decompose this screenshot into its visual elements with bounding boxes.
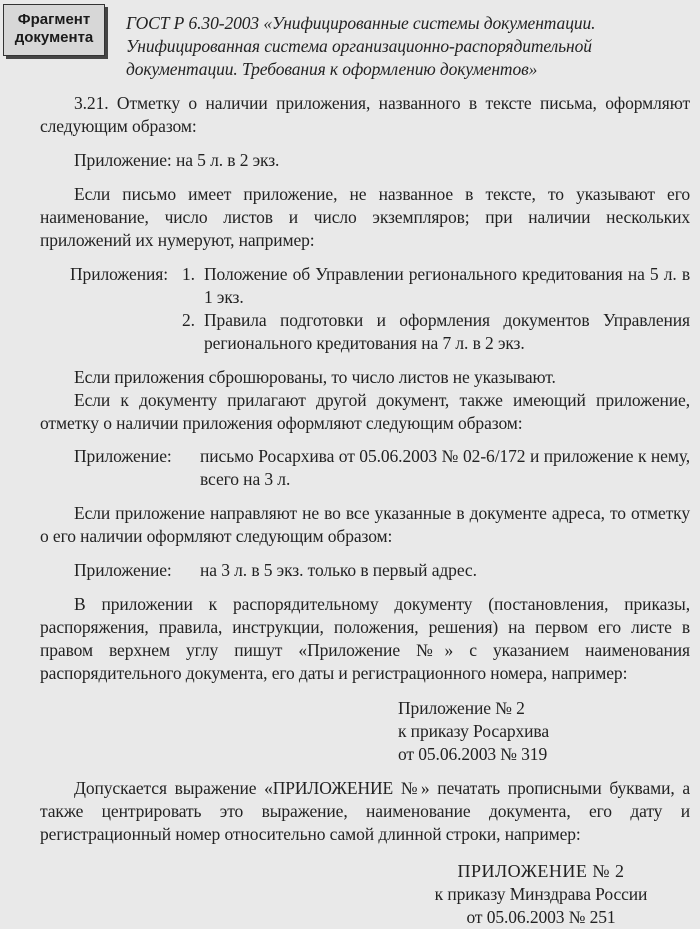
example-centered-block <box>40 860 690 929</box>
centered-block-line-3: от 05.06.2003 № 251 <box>466 907 616 927</box>
example-numbered-attachments <box>70 263 690 355</box>
right-block-line-1: Приложение № 2 <box>398 698 525 718</box>
attachments-label: Приложения: <box>70 264 168 284</box>
paragraph-administrative-document: В приложении к распорядительному документу (постановления, приказы, распоряжения, правила, инструкции, положения, решения) на первом его листе в правом верхнем углу пишут «Приложение №» с указанием наименования распорядительного документа, его даты и регистрационного номера, например: <box>40 594 690 683</box>
example-single-attachment: Приложение: на 5 л. в 2 экз. <box>74 150 280 170</box>
list-item-text: Положение об Управлении регионального кредитования на 5 л. в 1 экз. <box>204 264 690 307</box>
paragraph-bound-attachments: Если приложения сброшюрованы, то число листов не указывают. <box>74 367 556 387</box>
paragraph-capital-letters: Допускается выражение «ПРИЛОЖЕНИЕ №» печатать прописными буквами, а также центрировать это выражение, наименование документа, его дату и регистрационный номер относительно самой длинной строки, например: <box>40 778 690 844</box>
list-item-text: Правила подготовки и оформления документов Управления регионального кредитования на 7 л. в 2 экз. <box>204 310 690 353</box>
badge-line-1: Фрагмент <box>17 11 91 28</box>
paragraph-unnamed-attachment: Если письмо имеет приложение, не названное в тексте, то указывают его наименование, число листов и число экземпляров; при наличии нескольких приложений их нумеруют, например: <box>40 184 690 250</box>
list-item <box>70 263 690 309</box>
document-title: ГОСТ Р 6.30-2003 «Унифицированные системы документации. Унифицированная система организационно-распорядительной документации. Требования к оформлению документов» <box>126 13 596 79</box>
paragraph-3-21: 3.21. Отметку о наличии приложения, названного в тексте письма, оформляют следующим образом: <box>40 93 690 136</box>
right-block-line-2: к приказу Росархива <box>398 721 550 741</box>
attachment-text: на 3 л. в 5 экз. только в первый адрес. <box>200 560 477 580</box>
attachments-label-spacer <box>70 309 182 355</box>
list-item-number: 2. <box>182 310 195 330</box>
example-right-block <box>398 697 690 766</box>
fragment-badge <box>3 4 105 56</box>
list-item <box>70 309 690 355</box>
paragraph-attached-document: Если к документу прилагают другой документ, также имеющий приложение, отметку о наличии приложения оформляют следующим образом: <box>40 390 690 433</box>
badge-line-2: документа <box>14 29 94 46</box>
right-block-line-3: от 05.06.2003 № 319 <box>398 744 548 764</box>
example-first-address <box>74 559 690 582</box>
example-letter-attachment <box>74 445 690 491</box>
paragraph-partial-addresses: Если приложение направляют не во все указанные в документе адреса, то отметку о его наличии оформляют следующим образом: <box>40 503 690 546</box>
attachment-label: Приложение: <box>74 446 172 466</box>
attachment-label: Приложение: <box>74 560 172 580</box>
document-body <box>40 92 690 929</box>
centered-block-line-2: к приказу Минздрава России <box>434 884 648 904</box>
centered-block-line-1: ПРИЛОЖЕНИЕ № 2 <box>457 861 625 881</box>
attachment-text: письмо Росархива от 05.06.2003 № 02-6/172 и приложение к нему, всего на 3 л. <box>200 446 690 489</box>
list-item-number: 1. <box>182 264 195 284</box>
